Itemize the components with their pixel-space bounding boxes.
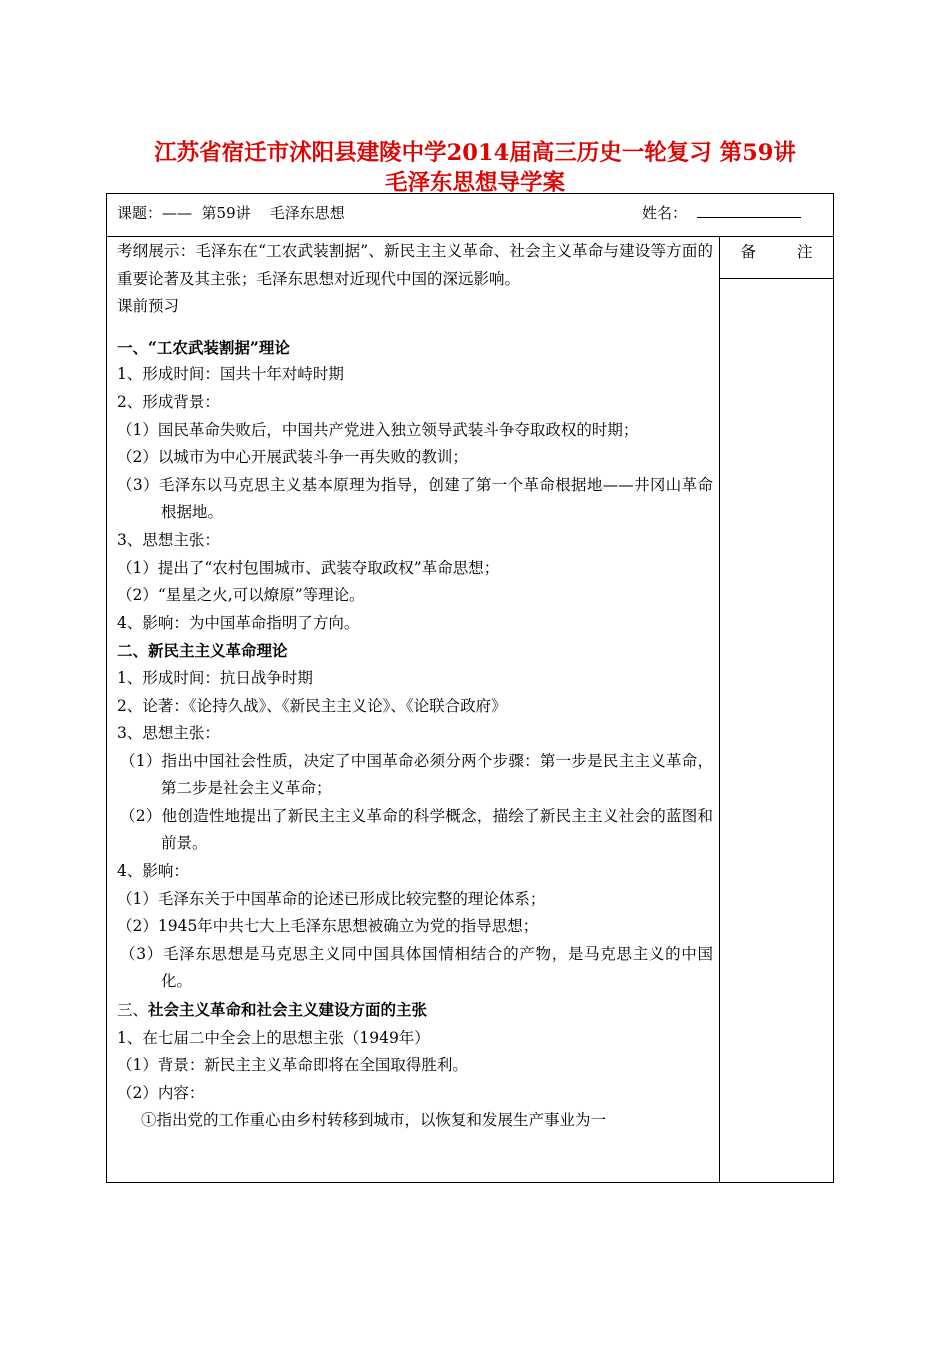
s1-item-3-2: （2）“星星之火,可以燎原”等理论。 xyxy=(117,586,365,605)
s2-item-4-1: （1）毛泽东关于中国革命的论述已形成比较完整的理论体系； xyxy=(117,889,546,908)
s1-item-2: 2、形成背景： xyxy=(117,392,220,411)
section-3-title xyxy=(117,996,713,1025)
s2-item-3-1: （1）指出中国社会性质，决定了中国革命必须分两个步骤：第一步是民主主义革命，第二步是社会主义革命； xyxy=(120,751,713,798)
s3-item-1-1: （1）背景：新民主主义革命即将在全国取得胜利。 xyxy=(117,1056,468,1075)
document-title xyxy=(60,138,890,198)
name-blank-line xyxy=(697,217,801,218)
section-3-prefix: 三、 xyxy=(117,1001,149,1020)
s2-item-4-3: （3）毛泽东思想是马克思主义同中国具体国情相结合的产物，是马克思主义的中国化。 xyxy=(120,944,713,991)
section-1-title: 一、“工农武装割据”理论 xyxy=(117,337,290,357)
s2-item-4: 4、影响： xyxy=(117,862,189,881)
section-3-title-text: 社会主义革命和社会主义建设方面的主张 xyxy=(148,1000,428,1020)
s1-item-1: 1、形成时间：国共十年对峙时期 xyxy=(117,365,344,384)
s3-item-1: 1、在七届二中全会上的思想主张（1949年） xyxy=(117,1028,430,1047)
s2-item-3: 3、思想主张： xyxy=(117,724,220,743)
header-row xyxy=(107,194,833,237)
section-2-title: 二、新民主主义革命理论 xyxy=(117,641,288,661)
main-content xyxy=(117,238,713,1135)
name-label: 姓名： xyxy=(642,204,688,222)
s2-item-3-2: （2）他创造性地提出了新民主主义革命的科学概念，描绘了新民主主义社会的蓝图和前景。 xyxy=(120,806,713,853)
preview-heading: 课前预习 xyxy=(117,297,180,316)
s1-item-4: 4、影响：为中国革命指明了方向。 xyxy=(117,613,360,632)
column-divider xyxy=(719,236,720,1182)
s3-item-1-2: （2）内容： xyxy=(117,1083,205,1102)
s1-item-2-1: （1）国民革命失败后，中国共产党进入独立领导武装斗争夺取政权的时期； xyxy=(117,420,639,439)
s1-item-2-2: （2）以城市为中心开展武装斗争一再失败的教训； xyxy=(117,448,468,467)
document-title-line-1: 江苏省宿迁市沭阳县建陵中学2014届高三历史一轮复习 第59讲 xyxy=(154,140,796,166)
notes-header: 备 注 xyxy=(720,236,833,279)
topic-label: 课题：—— 第59讲 毛泽东思想 xyxy=(117,204,345,222)
worksheet-table xyxy=(106,193,834,1183)
syllabus-text: 考纲展示：毛泽东在“工农武装割据”、新民主主义革命、社会主义革命与建设等方面的重要论著及其主张；毛泽东思想对近现代中国的深远影响。 xyxy=(117,242,713,288)
s1-item-3: 3、思想主张： xyxy=(117,530,220,549)
document-title-line-2: 毛泽东思想导学案 xyxy=(384,170,565,196)
s1-item-3-1: （1）提出了“农村包围城市、武装夺取政权”革命思想； xyxy=(117,558,500,577)
s2-item-1: 1、形成时间：抗日战争时期 xyxy=(117,668,313,687)
s3-item-1-2-1: ①指出党的工作重心由乡村转移到城市，以恢复和发展生产事业为一 xyxy=(141,1111,607,1130)
s2-item-4-2: （2）1945年中共七大上毛泽东思想被确立为党的指导思想； xyxy=(117,917,539,936)
s2-item-2: 2、论著：《论持久战》、《新民主主义论》、《论联合政府》 xyxy=(117,696,507,715)
s1-item-2-3: （3）毛泽东以马克思主义基本原理为指导，创建了第一个革命根据地——井冈山革命根据地。 xyxy=(117,475,713,522)
